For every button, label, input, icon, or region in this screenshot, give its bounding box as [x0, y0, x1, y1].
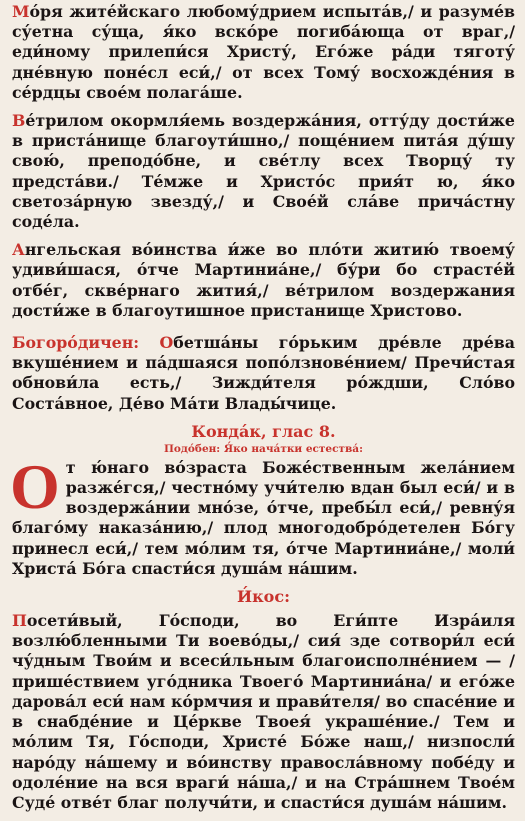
kontakion-heading: Конда́к, глас 8.	[191, 421, 336, 441]
sticheron-1	[12, 2, 515, 103]
initial-letter: М	[12, 2, 30, 21]
initial-letter: В	[12, 111, 26, 131]
ikos	[12, 611, 515, 813]
kontakion	[10, 450, 515, 579]
kontakion-podoben: Подо́бен: Я́ко нача́тки естества́:	[164, 442, 363, 455]
initial-letter: А	[12, 240, 25, 260]
theotokion	[12, 333, 515, 414]
sticheron-text: о́ря жите́йскаго любому́дрием испыта́в,/ и разуме́в су́етна су́ща, я́ко вско́ре погиба́юща от враг,/ еди́ному прилепи́ся Христу́, Его́же ра́ди тяготу́ дне́вную поне́сл еси́,/ от всех Тому́ восхожде́ния в се́рдцы свое́м полага́ше.	[12, 2, 515, 102]
sticheron-2	[12, 111, 515, 232]
sticheron-text: нгельская во́инства и́же во пло́ти житию́ твоему́ удиви́шася, о́тче Мартиниа́не,/ бу́ри бо страсте́й отбе́г, скве́рнаго жития́,/ ве́трилом воздержания дости́же в благоутишное пристанище Христово.	[12, 240, 515, 320]
ikos-text: осети́вый, Го́споди, во Еги́пте Изра́иля возлю́бленными Ти воево́ды,/ сия́ зде сотвори́л еси́ чу́дным Твои́м и всеси́льным благоисполне́нием — / прише́ствием уго́дника Твоего́ Мартиниа́на/ и его́же дарова́л еси́ нам ко́рмчия и прави́теля/ во спасе́ние и в снабде́ние и Це́ркве Твоея́ украше́ние./ Тем и мо́лим Тя, Го́споди, Христе́ Бо́же наш,/ низпосли́ наро́ду на́шему и во́инству правосла́вному побе́ду и одоле́ние на вся враги́ на́ша,/ и на Стра́шнем Твое́м Суде́ отве́т благ получи́ти, и спасти́ся душа́м на́шим.	[12, 611, 515, 812]
theotokion-label: Богоро́дичен: О	[12, 333, 174, 353]
sticheron-text: е́трилом окормля́емь воздержа́ния, отту́ду дости́же в приста́нище благоути́шно,/ поще́нием пита́я ду́шу свою́, преподо́бне, и све́тлу всех Творцу́ ту предста́ви./ Те́мже и Христо́с прия́т ю, я́ко светоза́рную звезду́,/ и Свое́й сла́ве прича́стну соде́ла.	[12, 111, 515, 232]
kontakion-dropcap: О	[10, 450, 60, 522]
sticheron-3	[12, 240, 515, 321]
theotokion-text: бетша́ны го́рьким дре́вле дре́ва вкуше́нием и па́дшаяся попо́лзнове́нием/ Пречи́стая обнови́ла есть,/ Зижди́теля ро́ждши, Сло́во Соста́вное, Де́во Ма́ти Влады́чице.	[12, 333, 515, 413]
initial-letter: П	[12, 611, 27, 631]
ikos-heading: И́кос:	[237, 587, 290, 607]
kontakion-text: т ю́наго во́зраста Боже́ственным жела́нием разже́гся,/ честно́му учи́телю вдан был еси́/ и в воздержа́нии мно́зе, о́тче, пребы́л еси́,/ ревну́я благо́му наказа́нию,/ плод многодобро́детелен Бо́гу принесл еси́,/ тем мо́лим тя, о́тче Мартиниа́не,/ моли́ Христа́ Бо́га спасти́ся душа́м на́шим.	[12, 457, 515, 578]
